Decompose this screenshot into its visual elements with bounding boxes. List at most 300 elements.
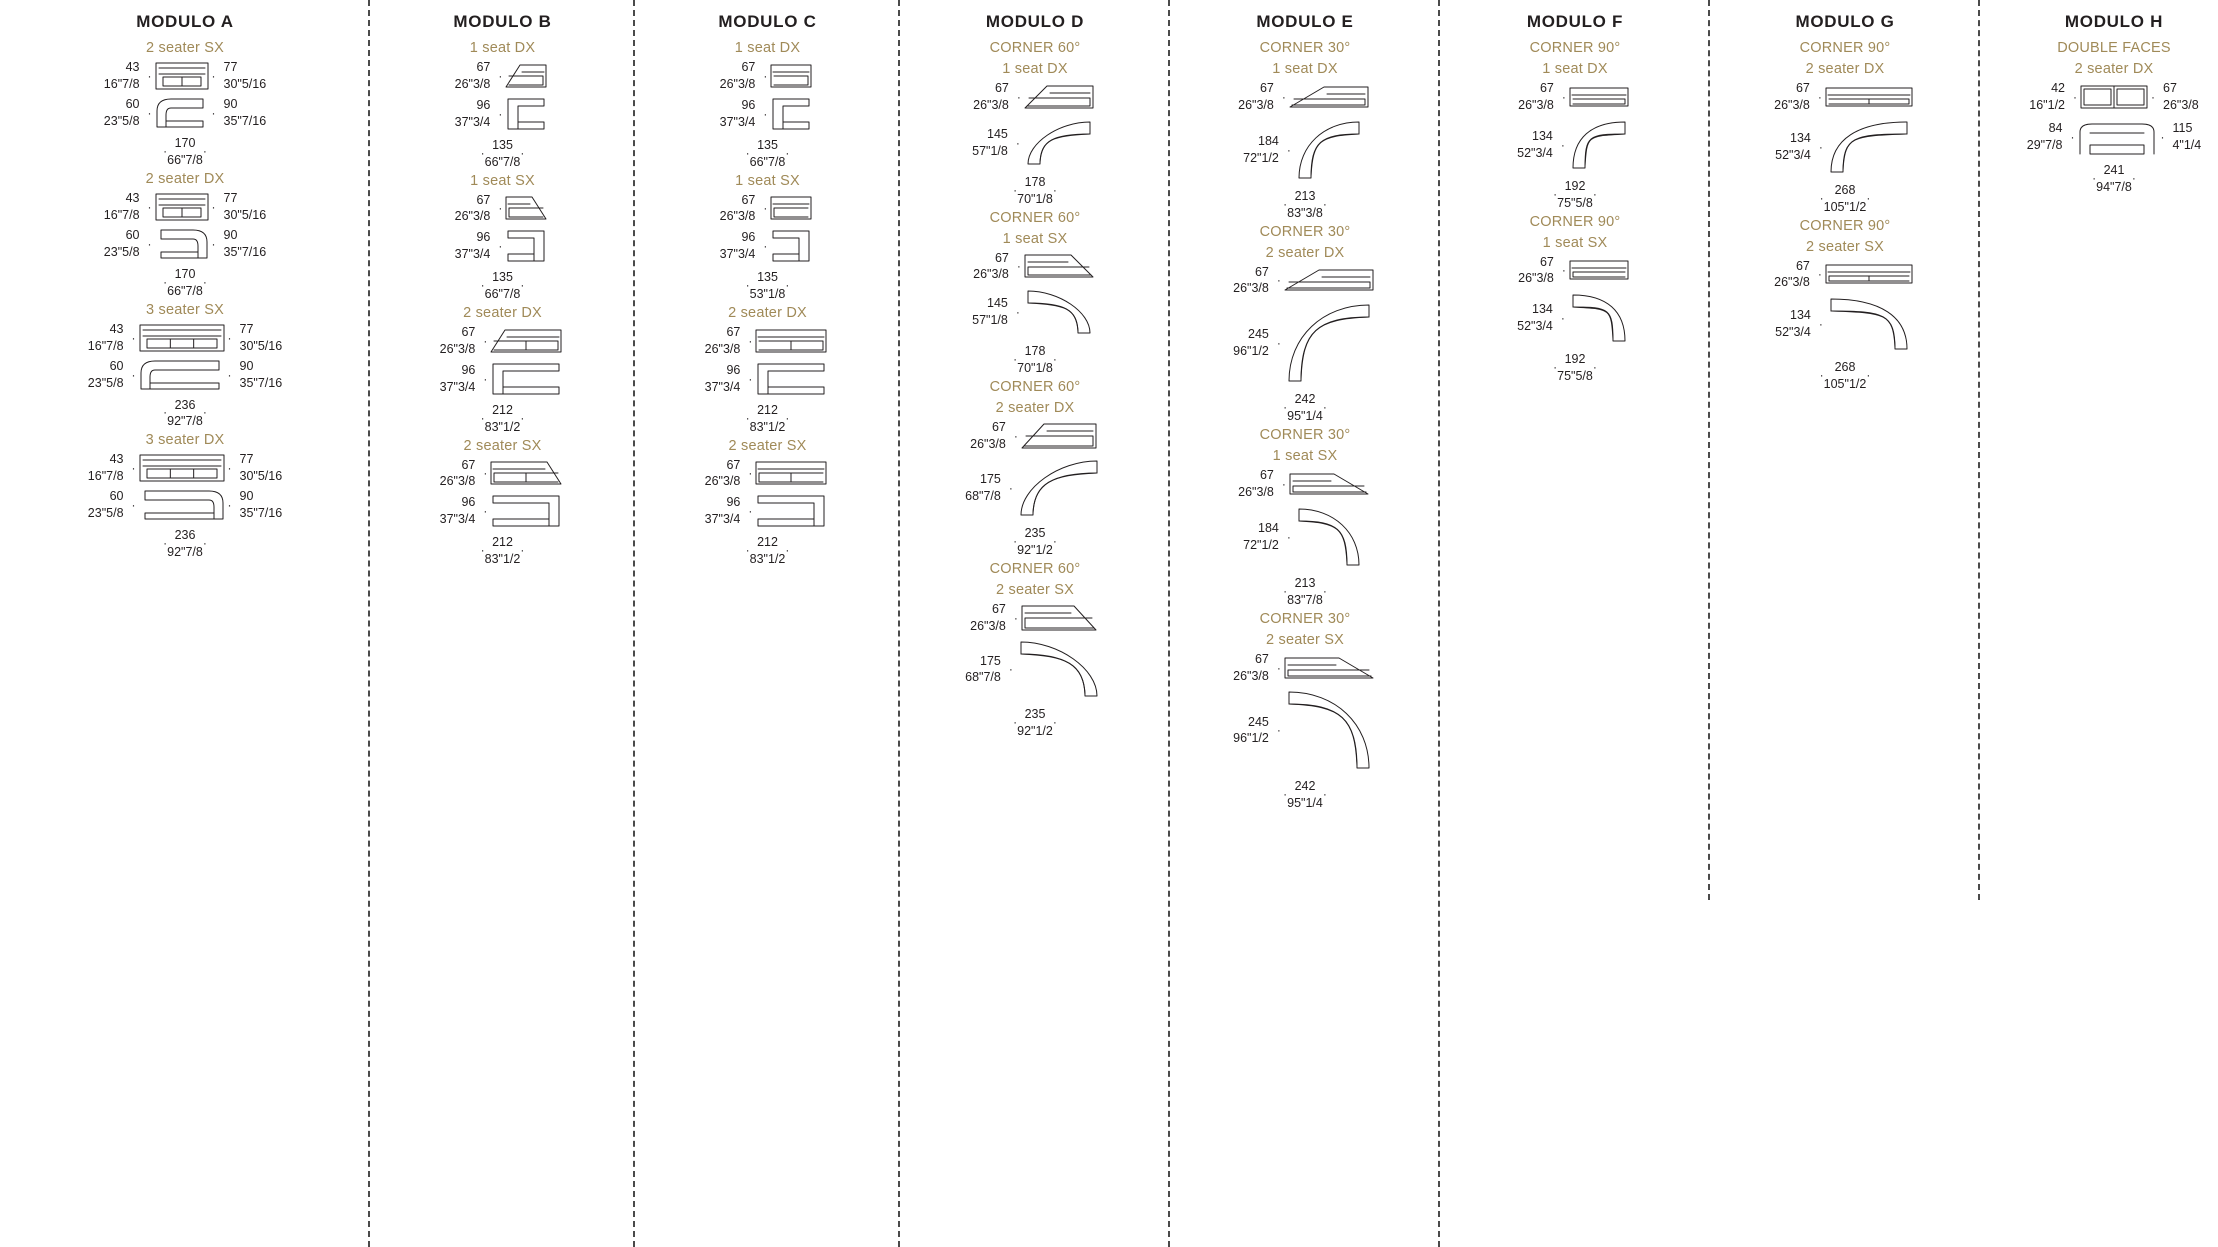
- overall-width-dim: 212 83"1/2: [484, 535, 521, 567]
- plan-dim-left: 67 26"3/8: [719, 60, 756, 91]
- figure-block: [1986, 80, 2218, 196]
- plan-view-row: [1446, 80, 1704, 114]
- dim-tick: ·: [2151, 89, 2155, 104]
- dim-tick: ·: [2092, 170, 2097, 185]
- variant-label-line: 2 seater SX: [1806, 238, 1884, 255]
- side-dim-left: 96 37"3/4: [454, 97, 491, 129]
- dim-tick: ·: [520, 543, 525, 558]
- side-view-drawing: [152, 224, 212, 264]
- dim-tick: ·: [131, 367, 136, 382]
- plan-dim-left: 67 26"3/8: [454, 192, 491, 224]
- overall-width-row: [6, 395, 364, 431]
- overall-width-dim: 170 66"7/8: [167, 266, 203, 298]
- overall-width-row: [906, 172, 1164, 208]
- dim-tick: ·: [227, 498, 232, 513]
- overall-width-row: [1716, 357, 1974, 393]
- dim-tick: ·: [480, 145, 485, 160]
- plan-view-drawing: [136, 451, 228, 485]
- variant-label-line: 2 seater SX: [1266, 631, 1344, 648]
- overall-width-dim: 178 70"1/8: [1017, 344, 1053, 376]
- variant-label-line: DOUBLE FACES: [2057, 40, 2171, 56]
- figure-block: [6, 190, 364, 300]
- plan-view-drawing: [1281, 266, 1377, 294]
- dim-tick: ·: [1015, 135, 1020, 150]
- variant-label-line: CORNER 60°: [989, 379, 1081, 396]
- overall-width-dim: 268 105"1/2: [1823, 182, 1867, 214]
- variant-label: [6, 300, 364, 321]
- side-view-drawing: [1823, 291, 1915, 357]
- dim-tick: ·: [1015, 305, 1020, 320]
- plan-dim-left: 67 26"3/8: [970, 601, 1006, 633]
- overall-width-dim: 135 53"1/8: [749, 270, 786, 302]
- dim-tick: ·: [1286, 142, 1291, 157]
- plan-dim-left: 67 26"3/8: [439, 457, 476, 489]
- plan-view-row: [1176, 651, 1434, 685]
- side-view-drawing: [1565, 287, 1633, 349]
- dim-tick: ·: [1281, 89, 1286, 104]
- dim-tick: ·: [1052, 182, 1057, 197]
- overall-width-dim: 170 66"7/8: [167, 136, 203, 167]
- module-variant: [906, 38, 1164, 208]
- module-title: MODULO E: [1256, 12, 1354, 31]
- figure-block: [376, 59, 629, 171]
- side-dim-left: 175 68"7/8: [965, 471, 1001, 503]
- module-title: MODULO A: [136, 12, 234, 31]
- figure-block: [641, 324, 894, 436]
- module-variant: [641, 171, 894, 304]
- dim-tick: ·: [1283, 196, 1288, 211]
- variant-label: [376, 38, 629, 59]
- dim-tick: ·: [211, 236, 216, 251]
- plan-view-drawing: [752, 458, 830, 488]
- side-view-row: [376, 358, 629, 400]
- side-view-drawing: [1013, 634, 1105, 704]
- plan-view-drawing: [1018, 420, 1100, 452]
- variant-label-line: 1 seat DX: [1542, 61, 1608, 78]
- side-view-drawing: [767, 225, 815, 267]
- side-view-row: [906, 114, 1164, 172]
- dim-tick: ·: [1283, 583, 1288, 598]
- variant-label: [376, 303, 629, 324]
- side-dim-left: 245 96"1/2: [1233, 327, 1269, 359]
- side-dim-left: 60 23"5/8: [87, 489, 124, 521]
- overall-width-row: [1176, 186, 1434, 222]
- side-view-drawing: [136, 355, 228, 395]
- plan-view-row: [906, 419, 1164, 453]
- module-variant: [1176, 609, 1434, 813]
- variant-label-line: 3 seater SX: [146, 301, 224, 318]
- plan-dim-left: 67 26"3/8: [1233, 651, 1269, 683]
- module-column: [370, 0, 635, 1247]
- dim-tick: ·: [520, 410, 525, 425]
- figure-block: [1176, 651, 1434, 813]
- plan-view-drawing: [1281, 654, 1377, 682]
- module-column: [900, 0, 1170, 1247]
- variant-label: [376, 171, 629, 192]
- side-dim-left: 96 37"3/4: [704, 362, 741, 394]
- side-dim-left: 96 37"3/4: [439, 362, 476, 394]
- dim-tick: ·: [1561, 263, 1566, 278]
- module-variant: [376, 38, 629, 171]
- overall-width-row: [1986, 160, 2218, 196]
- plan-view-row: [641, 192, 894, 226]
- overall-width-row: [376, 267, 629, 303]
- plan-dim-left: 67 26"3/8: [439, 325, 476, 356]
- overall-width-dim: 212 83"1/2: [484, 402, 521, 434]
- variant-label-line: CORNER 30°: [1259, 40, 1351, 56]
- side-view-row: [1176, 684, 1434, 776]
- variant-label-line: CORNER 60°: [989, 40, 1081, 56]
- side-view-drawing: [1291, 114, 1367, 186]
- dim-tick: ·: [763, 201, 768, 216]
- variant-label-line: CORNER 90°: [1529, 213, 1621, 230]
- dim-tick: ·: [480, 278, 485, 293]
- variant-label-line: CORNER 60°: [989, 560, 1081, 577]
- plan-view-drawing: [1566, 257, 1632, 283]
- module-title: MODULO F: [1526, 12, 1624, 31]
- plan-view-row: [641, 324, 894, 358]
- side-view-row: [641, 490, 894, 532]
- variant-label-line: 1 seat DX: [1002, 61, 1068, 78]
- overall-width-dim: 236 92"7/8: [167, 397, 203, 429]
- side-view-row: [906, 453, 1164, 523]
- plan-dim-left: 67 26"3/8: [704, 457, 741, 489]
- plan-dim-left: 67 26"3/8: [1233, 264, 1269, 296]
- plan-view-row: [1176, 264, 1434, 298]
- overall-width-row: [1446, 349, 1704, 385]
- side-view-drawing: [502, 93, 550, 135]
- dim-tick: ·: [763, 106, 768, 121]
- side-view-drawing: [152, 93, 212, 133]
- side-view-row: [1446, 114, 1704, 176]
- plan-dim-left: 67 26"3/8: [1518, 81, 1554, 112]
- side-view-row: [376, 225, 629, 267]
- overall-width-row: [376, 135, 629, 171]
- overall-width-dim: 192 75"5/8: [1557, 178, 1593, 210]
- variant-label-line: CORNER 30°: [1259, 223, 1351, 240]
- side-view-drawing: [1823, 114, 1915, 180]
- plan-view-drawing: [767, 193, 815, 223]
- side-view-drawing: [1281, 684, 1377, 776]
- dim-tick: ·: [1008, 480, 1013, 495]
- side-view-row: [6, 224, 364, 264]
- plan-dim-right: 67 26"3/8: [2163, 81, 2199, 112]
- variant-label: [641, 38, 894, 59]
- dim-tick: ·: [163, 274, 168, 289]
- figure-block: [1446, 254, 1704, 386]
- dim-tick: ·: [745, 145, 750, 160]
- side-view-drawing: [1020, 114, 1098, 172]
- dim-tick: ·: [1592, 360, 1597, 375]
- figure-block: [641, 457, 894, 569]
- module-variant: [6, 169, 364, 300]
- dim-tick: ·: [483, 466, 488, 481]
- side-dim-left: 245 96"1/2: [1233, 714, 1269, 746]
- plan-view-drawing: [1822, 261, 1916, 287]
- side-dim-left: 134 52"3/4: [1517, 128, 1553, 160]
- module-variant: [376, 436, 629, 569]
- module-variant: [1716, 216, 1974, 394]
- dim-tick: ·: [202, 143, 207, 158]
- variant-label-line: 1 seat SX: [735, 172, 800, 189]
- side-dim-left: 96 37"3/4: [454, 230, 491, 262]
- side-view-drawing: [1565, 114, 1633, 176]
- variant-label: [641, 303, 894, 324]
- side-view-row: [906, 283, 1164, 341]
- variant-label-line: 3 seater DX: [145, 432, 225, 449]
- side-view-row: [1176, 297, 1434, 389]
- figure-block: [906, 80, 1164, 208]
- plan-dim-left: 42 16"1/2: [2029, 81, 2065, 112]
- overall-width-dim: 213 83"7/8: [1287, 575, 1323, 607]
- dim-tick: ·: [1052, 533, 1057, 548]
- dim-tick: ·: [483, 333, 488, 348]
- variant-label-line: 1 seat DX: [469, 40, 536, 56]
- figure-block: [641, 59, 894, 171]
- module-variant: [6, 300, 364, 431]
- side-dim-left: 134 52"3/4: [1775, 130, 1811, 162]
- dim-tick: ·: [227, 461, 232, 476]
- side-view-row: [641, 93, 894, 135]
- module-variant: [1176, 425, 1434, 609]
- plan-view-row: [1446, 254, 1704, 288]
- figure-block: [1716, 258, 1974, 394]
- variant-label-line: CORNER 30°: [1259, 610, 1351, 627]
- dim-tick: ·: [1553, 360, 1558, 375]
- plan-dim-left: 43 16"7/8: [103, 190, 140, 222]
- dim-tick: ·: [211, 106, 216, 121]
- plan-view-drawing: [1021, 251, 1097, 281]
- plan-dim-left: 67 26"3/8: [1238, 468, 1274, 499]
- overall-width-row: [641, 532, 894, 568]
- overall-width-row: [1176, 776, 1434, 812]
- plan-dim-left: 43 16"7/8: [103, 60, 140, 92]
- side-dim-left: 134 52"3/4: [1775, 308, 1811, 340]
- side-view-row: [641, 225, 894, 267]
- dim-tick: ·: [1818, 317, 1823, 332]
- side-dim-left: 96 37"3/4: [439, 495, 476, 527]
- module-column: [0, 0, 370, 1247]
- side-dim-right: 115 4"1/4: [2172, 120, 2202, 152]
- plan-dim-left: 67 26"3/8: [1774, 258, 1810, 290]
- side-dim-right: 90 35"7/16: [223, 227, 267, 259]
- variant-label: [376, 436, 629, 457]
- variant-label-line: 2 seater DX: [2074, 61, 2154, 78]
- side-view-drawing: [1013, 453, 1105, 523]
- side-view-row: [641, 358, 894, 400]
- dim-tick: ·: [480, 410, 485, 425]
- plan-view-drawing: [767, 61, 815, 91]
- side-view-drawing: [1291, 501, 1367, 573]
- dim-tick: ·: [498, 68, 503, 83]
- dim-tick: ·: [745, 410, 750, 425]
- plan-dim-left: 67 26"3/8: [973, 81, 1009, 112]
- dim-tick: ·: [1819, 190, 1824, 205]
- figure-block: [1716, 80, 1974, 216]
- variant-label: [1176, 609, 1434, 651]
- module-variant: [641, 303, 894, 436]
- plan-view-row: [6, 321, 364, 355]
- dim-tick: ·: [498, 106, 503, 121]
- module-variant: [906, 377, 1164, 559]
- dim-tick: ·: [1013, 533, 1018, 548]
- variant-label-line: 2 seater DX: [1805, 61, 1885, 78]
- dim-tick: ·: [1818, 139, 1823, 154]
- overall-width-row: [906, 523, 1164, 559]
- variant-label: [1446, 38, 1704, 80]
- variant-label-line: CORNER 90°: [1799, 217, 1891, 234]
- dim-tick: ·: [131, 461, 136, 476]
- side-dim-right: 90 35"7/16: [239, 489, 283, 521]
- side-view-row: [6, 485, 364, 525]
- variant-label: [1176, 222, 1434, 264]
- variant-label-line: CORNER 90°: [1529, 40, 1621, 56]
- side-dim-left: 96 37"3/4: [719, 97, 756, 129]
- dim-tick: ·: [785, 278, 790, 293]
- module-variant: [376, 171, 629, 304]
- plan-view-drawing: [502, 61, 550, 91]
- overall-width-dim: 268 105"1/2: [1823, 360, 1867, 392]
- plan-view-drawing: [152, 59, 212, 93]
- variant-label-line: 2 seater SX: [463, 437, 542, 454]
- side-view-row: [1716, 114, 1974, 180]
- module-column: [1440, 0, 1710, 1247]
- module-title: MODULO H: [2064, 12, 2164, 31]
- plan-dim-left: 43 16"7/8: [87, 452, 124, 484]
- module-variant: [376, 303, 629, 436]
- figure-block: [1446, 80, 1704, 212]
- plan-view-drawing: [1021, 82, 1097, 112]
- dim-tick: ·: [1817, 267, 1822, 282]
- side-dim-left: 96 37"3/4: [704, 495, 741, 527]
- plan-view-drawing: [2077, 82, 2151, 112]
- variant-label-line: 1 seat SX: [1542, 234, 1608, 251]
- dim-tick: ·: [1016, 89, 1021, 104]
- variant-label: [1176, 425, 1434, 467]
- plan-view-drawing: [1286, 83, 1372, 111]
- side-view-row: [1986, 114, 2218, 160]
- module-title: MODULO D: [985, 12, 1085, 31]
- plan-dim-left: 67 26"3/8: [454, 60, 491, 91]
- dim-tick: ·: [227, 367, 232, 382]
- side-dim-right: 90 35"7/16: [223, 97, 267, 129]
- plan-view-row: [376, 192, 629, 226]
- module-variant: [1176, 38, 1434, 222]
- side-dim-left: 145 57"1/8: [972, 126, 1008, 158]
- variant-label: [6, 169, 364, 190]
- plan-dim-left: 67 26"3/8: [1518, 254, 1554, 286]
- overall-width-dim: 242 95"1/4: [1287, 392, 1323, 424]
- module-variant: [6, 430, 364, 561]
- dim-tick: ·: [2070, 129, 2075, 144]
- variant-label: [906, 559, 1164, 601]
- dim-tick: ·: [147, 106, 152, 121]
- side-dim-left: 134 52"3/4: [1517, 302, 1553, 334]
- side-dim-left: 145 57"1/8: [972, 296, 1008, 328]
- dim-tick: ·: [202, 536, 207, 551]
- dim-tick: ·: [1281, 476, 1286, 491]
- dim-tick: ·: [1276, 273, 1281, 288]
- side-view-drawing: [752, 490, 830, 532]
- overall-width-dim: 242 95"1/4: [1287, 779, 1323, 811]
- dim-tick: ·: [1276, 660, 1281, 675]
- variant-label-line: 2 seater DX: [463, 305, 542, 322]
- dim-tick: ·: [1553, 186, 1558, 201]
- dim-tick: ·: [1008, 662, 1013, 677]
- variant-label-line: CORNER 60°: [989, 209, 1081, 226]
- variant-label-line: 2 seater DX: [145, 170, 225, 187]
- plan-dim-left: 67 26"3/8: [1774, 81, 1810, 112]
- dim-tick: ·: [748, 504, 753, 519]
- variant-label: [1716, 216, 1974, 258]
- overall-width-row: [641, 400, 894, 436]
- dim-tick: ·: [748, 466, 753, 481]
- dim-tick: ·: [480, 543, 485, 558]
- overall-width-row: [906, 704, 1164, 740]
- side-view-drawing: [502, 225, 550, 267]
- overall-width-dim: 235 92"1/2: [1017, 525, 1053, 557]
- dim-tick: ·: [763, 239, 768, 254]
- side-view-drawing: [752, 358, 830, 400]
- plan-view-row: [6, 59, 364, 93]
- figure-block: [906, 601, 1164, 741]
- plan-view-drawing: [487, 326, 565, 356]
- figure-block: [6, 59, 364, 169]
- dim-tick: ·: [2073, 89, 2077, 104]
- dim-tick: ·: [1866, 190, 1871, 205]
- dim-tick: ·: [745, 543, 750, 558]
- dim-tick: ·: [1052, 715, 1057, 730]
- plan-view-drawing: [502, 193, 550, 223]
- overall-width-row: [1176, 389, 1434, 425]
- overall-width-row: [6, 264, 364, 300]
- plan-dim-right: 77 30"5/16: [239, 321, 283, 353]
- module-column: [635, 0, 900, 1247]
- plan-view-row: [1986, 80, 2218, 114]
- dim-tick: ·: [785, 410, 790, 425]
- plan-view-row: [376, 457, 629, 491]
- module-variant: [1986, 38, 2218, 196]
- dim-tick: ·: [1013, 715, 1018, 730]
- overall-width-row: [376, 532, 629, 568]
- module-column: [1170, 0, 1440, 1247]
- variant-label-line: 2 seater SX: [728, 437, 807, 454]
- overall-width-row: [1446, 176, 1704, 212]
- side-dim-left: 84 29"7/8: [2026, 120, 2063, 152]
- plan-view-drawing: [1018, 602, 1100, 634]
- plan-dim-left: 67 26"3/8: [970, 420, 1006, 451]
- plan-view-row: [906, 250, 1164, 284]
- figure-block: [6, 321, 364, 431]
- dim-tick: ·: [1322, 583, 1327, 598]
- module-variant: [906, 559, 1164, 741]
- plan-view-row: [376, 324, 629, 358]
- variant-label-line: 2 seater DX: [995, 400, 1075, 417]
- side-view-row: [1176, 114, 1434, 186]
- variant-label-line: 1 seat SX: [470, 172, 535, 189]
- module-variant: [906, 208, 1164, 378]
- dim-tick: ·: [1819, 368, 1824, 383]
- overall-width-dim: 192 75"5/8: [1557, 352, 1593, 384]
- figure-block: [1176, 80, 1434, 222]
- variant-label-line: 1 seat SX: [1002, 230, 1068, 247]
- dim-tick: ·: [498, 239, 503, 254]
- module-variant: [6, 38, 364, 169]
- side-view-drawing: [1281, 297, 1377, 389]
- dim-tick: ·: [1016, 259, 1021, 274]
- plan-view-row: [6, 190, 364, 224]
- dim-tick: ·: [1592, 186, 1597, 201]
